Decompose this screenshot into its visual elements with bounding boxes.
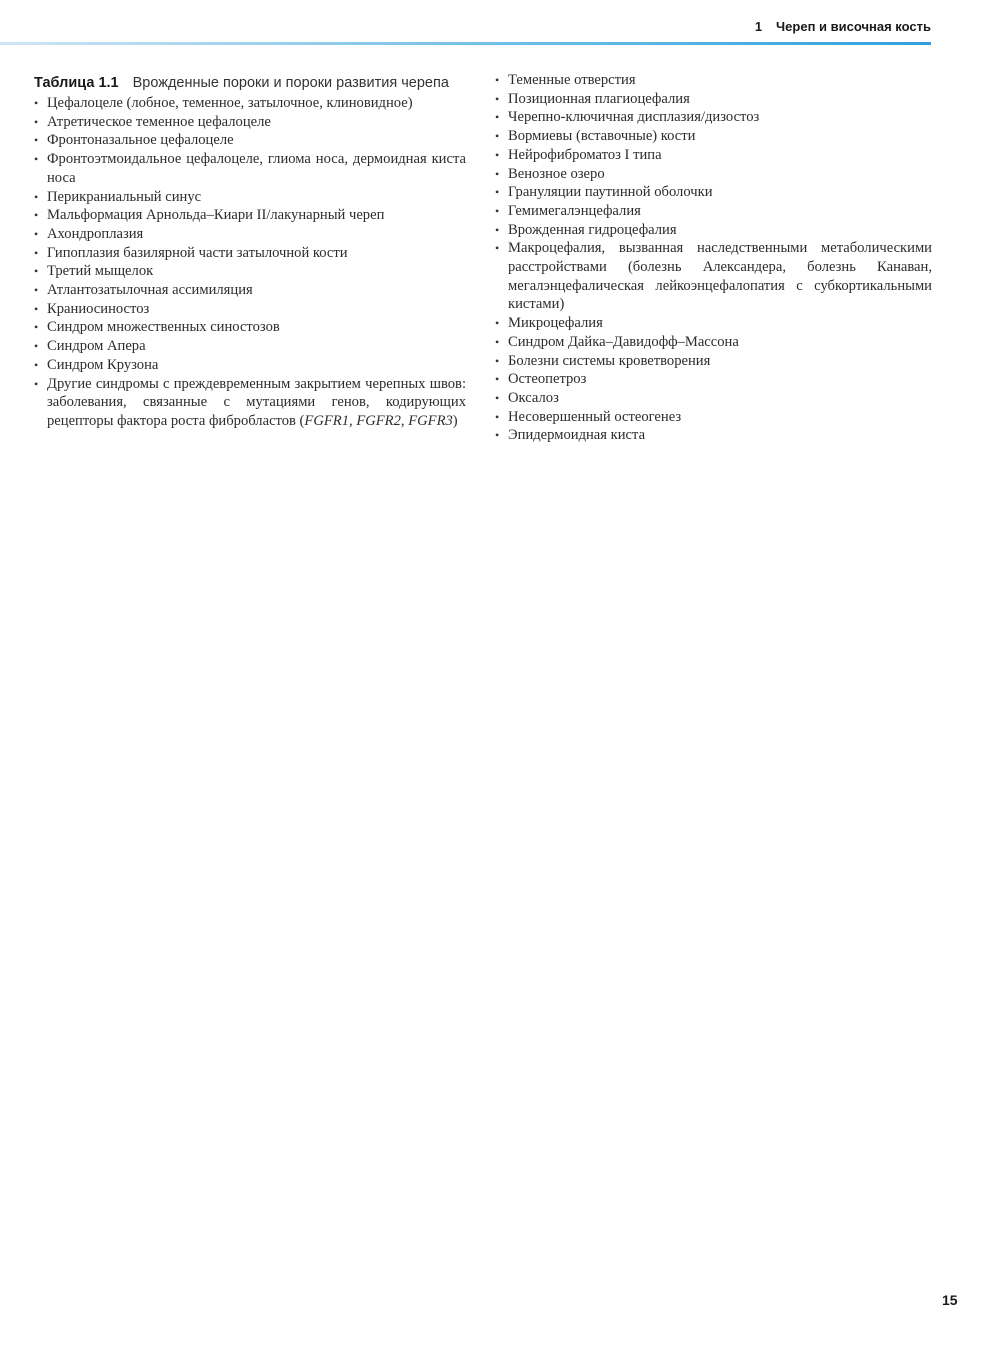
list-item: • Атлантозатылочная ассимиляция — [34, 281, 466, 300]
list-item: • Фронтоназальное цефалоцеле — [34, 131, 466, 150]
chapter-title: Череп и височная кость — [776, 19, 931, 34]
left-list — [34, 94, 466, 431]
right-column — [495, 71, 932, 445]
list-item: • Третий мыщелок — [34, 262, 466, 281]
list-item: • Перикраниальный синус — [34, 188, 466, 207]
list-item: • Гемимегалэнцефалия — [495, 202, 932, 221]
list-item: • Позиционная плагиоцефалия — [495, 90, 932, 109]
header-rule — [0, 42, 931, 45]
gene-separator: , — [400, 412, 409, 429]
list-item: • Вормиевы (вставочные) кости — [495, 127, 932, 146]
gene-separator: , — [349, 412, 357, 429]
table-label: Таблица 1.1 — [34, 75, 119, 91]
list-item: • Нейрофиброматоз I типа — [495, 146, 932, 165]
list-item: • Синдром множественных синостозов — [34, 318, 466, 337]
list-item-other-syndromes — [34, 375, 466, 431]
list-item: • Гипоплазия базилярной части затылочной кости — [34, 244, 466, 263]
left-column — [34, 71, 466, 431]
list-item: • Ахондроплазия — [34, 225, 466, 244]
gene-fgfr1: FGFR1 — [304, 412, 350, 429]
list-item: • Цефалоцеле (лобное, теменное, затылочное, клиновидное) — [34, 94, 466, 113]
list-item: • Микроцефалия — [495, 314, 932, 333]
list-item: • Черепно-ключичная дисплазия/дизостоз — [495, 108, 932, 127]
list-item: • Синдром Дайка–Давидофф–Массона — [495, 333, 932, 352]
list-item: • Теменные отверстия — [495, 71, 932, 90]
running-head — [60, 19, 931, 34]
table-caption — [34, 74, 466, 93]
list-item: • Болезни системы кроветворения — [495, 352, 932, 371]
list-item: • Оксалоз — [495, 389, 932, 408]
list-item: • Синдром Крузона — [34, 356, 466, 375]
list-item: • Эпидермоидная киста — [495, 426, 932, 445]
list-item: • Краниосиностоз — [34, 300, 466, 319]
list-item: • Макроцефалия, вызванная наследственными метаболическими расстройствами (болезнь Александера, болезнь Канаван, мегалэнцефалическая лейкоэнцефалопатия с субкортикальными кистами) — [495, 239, 932, 314]
page-number: 15 — [942, 1292, 958, 1308]
right-list — [495, 71, 932, 445]
list-item: • Врожденная гидроцефалия — [495, 221, 932, 240]
list-item: • Грануляции паутинной оболочки — [495, 183, 932, 202]
list-item: • Остеопетроз — [495, 370, 932, 389]
list-item: • Несовершенный остеогенез — [495, 408, 932, 427]
closing-paren: ) — [452, 412, 458, 429]
list-item: • Венозное озеро — [495, 165, 932, 184]
other-syndromes-text: Другие синдромы с преждевременным закрытием черепных швов: заболевания, связанные с мутациями генов, кодирующих рецепторы фактора роста фибробластов ( — [47, 375, 466, 429]
list-item: • Синдром Апера — [34, 337, 466, 356]
list-item: • Атретическое теменное цефалоцеле — [34, 113, 466, 132]
gene-fgfr3: FGFR3 — [408, 412, 453, 429]
table-title: Врожденные пороки и пороки развития черепа — [132, 75, 449, 91]
list-item: • Фронтоэтмоидальное цефалоцеле, глиома носа, дермоидная киста носа — [34, 150, 466, 187]
chapter-number: 1 — [754, 19, 763, 34]
gene-fgfr2: FGFR2 — [356, 412, 401, 429]
list-item: • Мальформация Арнольда–Киари II/лакунарный череп — [34, 206, 466, 225]
